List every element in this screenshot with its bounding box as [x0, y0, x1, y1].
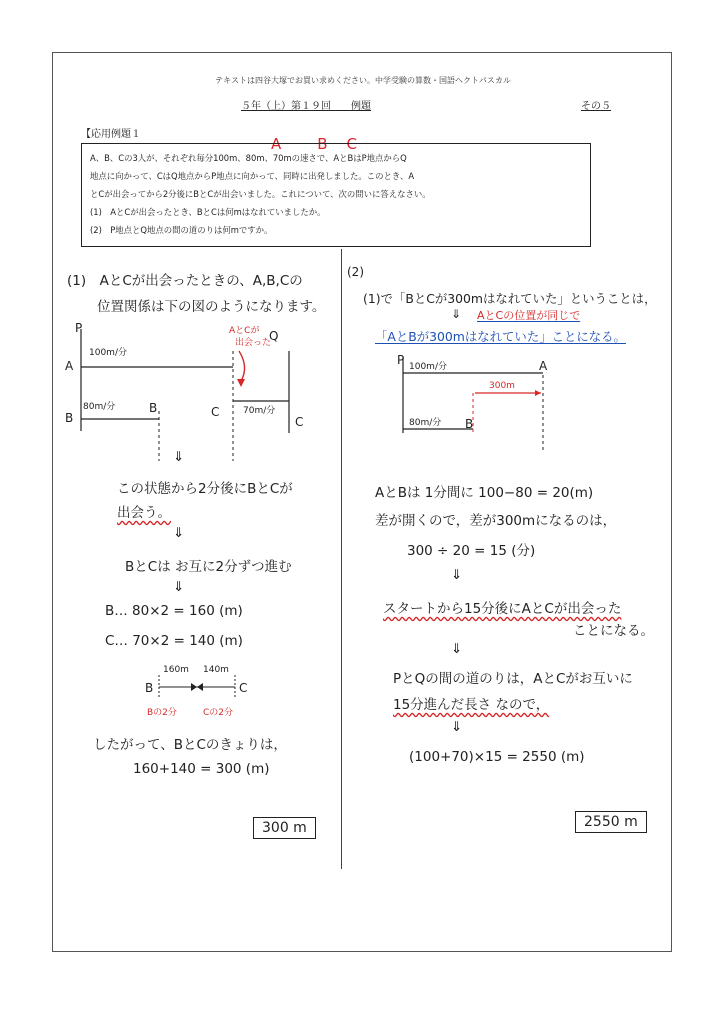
right-line-5: 300 ÷ 20 = 15 (分) — [407, 543, 536, 559]
right-num: (2) — [347, 265, 364, 279]
left-line-4: B… 80×2 = 160 (m) — [105, 603, 243, 619]
right-diagram-p: P — [397, 353, 405, 367]
right-down-arrow-3: ⇓ — [451, 641, 463, 657]
right-line-6: スタートから15分後にAとCが出会った — [383, 601, 622, 617]
left-line-6: したがって、BとCのきょりは， — [93, 737, 287, 753]
down-arrow-2: ⇓ — [173, 525, 185, 541]
left-line-3: BとCは お互に2分ずつ進む — [125, 559, 292, 575]
diagram-p: P — [75, 321, 83, 335]
mini-n2: Cの2分 — [203, 708, 234, 718]
down-arrow-3: ⇓ — [173, 579, 185, 595]
mini-b: B — [145, 681, 154, 695]
meet-note-2: 出会った — [235, 338, 272, 348]
mini-d1: 160m — [163, 665, 189, 675]
problem-line-3: とCが出会ってから2分後にBとCが出会いました。これについて、次の問いに答えなさい。 — [90, 189, 431, 199]
right-diagram-b-speed: 80m/分 — [409, 418, 442, 428]
mini-c: C — [239, 681, 248, 695]
diagram-c: C — [295, 415, 304, 429]
diagram-c-speed: 70m/分 — [243, 406, 276, 416]
right-line-9: 15分進んだ長さ なので， — [393, 697, 550, 713]
right-line-2: 「AとBが300mはなれていた」ことになる。 — [375, 329, 626, 344]
right-diagram-b: B — [465, 417, 474, 431]
left-heading: (1) AとCが出会ったときの、A,B,Cの — [67, 273, 303, 289]
down-arrow-1: ⇓ — [173, 449, 185, 465]
column-divider — [341, 249, 342, 869]
mini-n1: Bの2分 — [147, 708, 177, 718]
right-down-arrow-1: ⇓ — [451, 307, 462, 321]
problem-line-2: 地点に向かって、CはQ地点からP地点に向かって、同時に出発しました。このとき、A — [90, 171, 415, 181]
right-line-1: (1)で「BとCが300mはなれていた」ということは， — [363, 291, 657, 306]
header-notice: テキストは四谷大塚でお買い求めください。中学受験の算数・国語ヘクトパスカル — [215, 76, 511, 85]
example-label: 【応用例題１ — [81, 129, 141, 140]
diagram-b-pos: B — [149, 401, 158, 415]
diagram-a-speed: 100m/分 — [89, 348, 127, 358]
right-down-arrow-4: ⇓ — [451, 719, 463, 735]
right-line-3: AとBは 1分間に 100−80 = 20(m) — [375, 485, 594, 501]
problem-line-1: A、B、Cの3人が、それぞれ毎分100m、80m、70mの速さで、AとBはP地点からQ — [90, 153, 407, 163]
right-line-8: PとQの間の道のりは，AとCがお互いに — [393, 671, 633, 687]
right-diagram-gap: 300m — [489, 381, 515, 391]
diagram-b-speed: 80m/分 — [83, 402, 116, 412]
right-diagram-a: A — [539, 359, 548, 373]
page-title: ５年（上）第１９回 例題 — [241, 101, 371, 112]
left-line-2: 出会う。 — [117, 505, 171, 521]
right-down-arrow-2: ⇓ — [451, 567, 463, 583]
answer-2-box: 2550 m — [575, 811, 647, 833]
left-line-5: C… 70×2 = 140 (m) — [105, 633, 243, 649]
left-line-1: この状態から2分後にBとCが — [117, 481, 293, 497]
question-2: (2) P地点とQ地点の間の道のりは何mですか。 — [90, 225, 273, 235]
question-1: (1) AとCが出会ったとき、BとCは何mはなれていましたか。 — [90, 207, 326, 217]
right-line-10: (100+70)×15 = 2550 (m) — [409, 749, 585, 765]
problem-box — [81, 143, 591, 247]
page-number: その５ — [581, 101, 611, 112]
diagram-c-pos: C — [211, 405, 220, 419]
diagram-b: B — [65, 411, 74, 425]
answer-1-box: 300 m — [253, 817, 316, 839]
diagram-q: Q — [269, 329, 279, 343]
meet-note-1: AとCが — [229, 326, 260, 336]
right-line-7: ことになる。 — [573, 623, 654, 639]
left-position-diagram — [63, 321, 333, 471]
diagram-a: A — [65, 359, 74, 373]
document-page — [52, 52, 672, 952]
left-line-7: 160+140 = 300 (m) — [133, 761, 270, 777]
right-note: AとCの位置が同じで — [477, 309, 581, 322]
mini-distance-diagram — [157, 671, 237, 701]
mini-d2: 140m — [203, 665, 229, 675]
right-diagram-a-speed: 100m/分 — [409, 362, 447, 372]
right-line-4: 差が開くので，差が300mになるのは， — [375, 513, 617, 529]
red-speed-annotation: A B C — [271, 135, 360, 153]
left-heading-2: 位置関係は下の図のようになります。 — [97, 299, 326, 315]
